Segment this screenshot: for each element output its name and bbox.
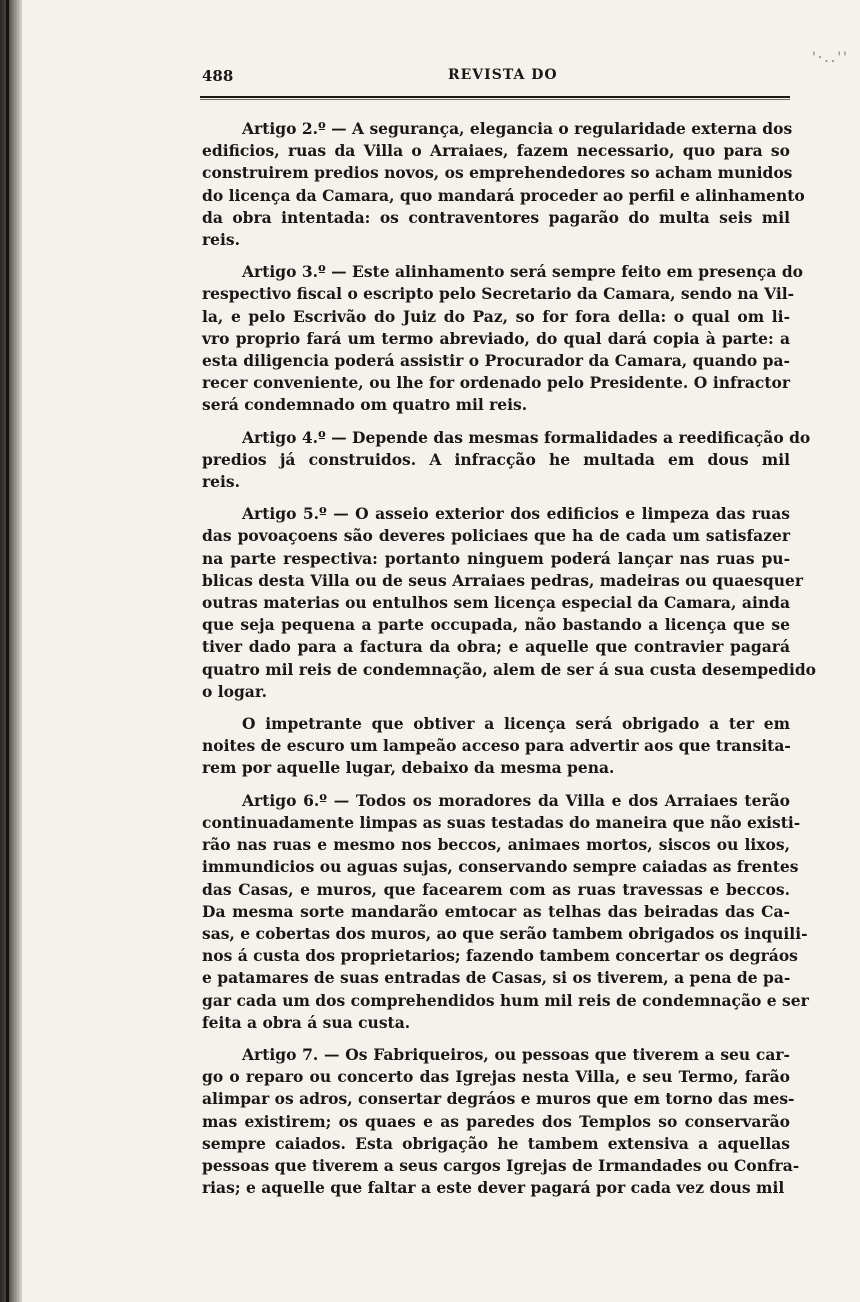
text-line: construirem predios novos, os emprehendedores so acham munidos [202, 163, 793, 183]
text-line: na parte respectiva: portanto ninguem poderá lançar nas ruas pu- [202, 548, 790, 568]
text-line: Artigo 7. — Os Fabriqueiros, ou pessoas que tiverem a seu car- [242, 1044, 790, 1064]
text-line: da obra intentada: os contraventores pagarão do multa seis mil [202, 207, 790, 227]
text-line: recer conveniente, ou lhe for ordenado pelo Presidente. O infractor [202, 373, 790, 393]
text-line: será condemnado om quatro mil reis. [202, 395, 528, 415]
text-line: respectivo fiscal o escripto pelo Secretario da Camara, sendo na Vil- [202, 284, 795, 304]
text-line: rias; e aquelle que faltar a este dever pagará por cada vez dous mil [202, 1178, 785, 1198]
text-line: reis. [202, 230, 241, 250]
text-line: vro proprio fará um termo abreviado, do qual dará copia à parte: a [202, 328, 790, 348]
text-line: edificios, ruas da Villa o Arraiaes, fazem necessario, quo para so [202, 141, 790, 161]
text-line: sas, e cobertas dos muros, ao que serão tambem obrigados os inquili- [202, 923, 808, 943]
text-line: Artigo 6.º — Todos os moradores da Villa e dos Arraiaes terão [242, 790, 790, 810]
text-line: gar cada um dos comprehendidos hum mil reis de condemnação e ser [202, 990, 809, 1010]
text-line: quatro mil reis de condemnação, alem de ser á sua custa desempedido [202, 659, 817, 679]
text-line: alimpar os adros, consertar degráos e muros que em torno das mes- [202, 1089, 795, 1109]
text-line: predios já construidos. A infracção he multada em dous mil [202, 449, 790, 469]
text-line: Artigo 5.º — O asseio exterior dos edificios e limpeza das ruas [242, 504, 790, 524]
text-line: nos á custa dos proprietarios; fazendo tambem concertar os degráos [202, 946, 798, 966]
text-line: tiver dado para a factura da obra; e aquelle que contravier pagará [202, 637, 790, 657]
text-line: que seja pequena a parte occupada, não bastando a licença que se [202, 615, 790, 635]
header-rule-thin [200, 99, 790, 100]
text-line: esta diligencia poderá assistir o Procurador da Camara, quando pa- [202, 351, 790, 371]
text-line: la, e pelo Escrivão do Juiz do Paz, so for fora della: o qual om li- [202, 306, 790, 326]
text-line: immundicios ou aguas sujas, conservando sempre caiadas as frentes [202, 857, 799, 877]
paragraph-7 [202, 1044, 800, 1199]
text-line: do licença da Camara, quo mandará proceder ao perfil e alinhamento [202, 185, 805, 205]
text-line: Artigo 2.º — A segurança, elegancia o regularidade externa dos [242, 119, 793, 138]
text-line: e patamares de suas entradas de Casas, si os tiverem, a pena de pa- [202, 968, 791, 988]
text-line: Da mesma sorte mandarão emtocar as telhas das beiradas das Ca- [202, 901, 790, 921]
text-line: reis. [202, 472, 241, 492]
paragraph-1 [202, 118, 805, 251]
text-line: mas existirem; os quaes e as paredes dos Templos so conservarão [202, 1111, 790, 1131]
text-line: Artigo 3.º — Este alinhamento será sempre feito em presença do [242, 262, 804, 282]
paragraph-3 [202, 427, 811, 494]
text-line: go o reparo ou concerto das Igrejas nesta Villa, e seu Termo, farão [202, 1067, 790, 1087]
text-line: blicas desta Villa ou de seus Arraiaes pedras, madeiras ou quaesquer [202, 570, 804, 590]
text-line: feita a obra á sua custa. [202, 1012, 411, 1032]
paragraph-5 [202, 713, 790, 780]
text-line: noites de escuro um lampeão acceso para advertir aos que transita- [202, 736, 791, 756]
text-line: pessoas que tiverem a seus cargos Igrejas de Irmandades ou Confra- [202, 1155, 800, 1175]
header-rule [200, 96, 790, 98]
text-line: das povoaçoens são deveres policiaes que ha de cada um satisfazer [202, 526, 790, 546]
running-title: REVISTA DO [448, 67, 558, 83]
text-line: Artigo 4.º — Depende das mesmas formalidades a reedificação do [242, 427, 811, 447]
paragraph-2 [202, 261, 804, 416]
binding-edge [0, 0, 22, 1302]
page-number: 488 [202, 67, 234, 85]
paragraph-6 [202, 790, 809, 1034]
text-line: o logar. [202, 681, 267, 701]
text-line: outras materias ou entulhos sem licença especial da Camara, ainda [202, 593, 790, 613]
corner-mark: '·..'' [812, 50, 849, 66]
text-line: rem por aquelle lugar, debaixo da mesma pena. [202, 758, 615, 778]
text-line: das Casas, e muros, que facearem com as ruas travessas e beccos. [202, 879, 790, 899]
text-line: rão nas ruas e mesmo nos beccos, animaes mortos, siscos ou lixos, [202, 835, 790, 855]
text-line: sempre caiados. Esta obrigação he tambem extensiva a aquellas [202, 1133, 790, 1153]
text-body [202, 118, 817, 1209]
text-line: O impetrante que obtiver a licença será obrigado a ter em [242, 714, 790, 734]
text-line: continuadamente limpas as suas testadas do maneira que não existi- [202, 812, 801, 832]
paragraph-4 [202, 503, 817, 703]
